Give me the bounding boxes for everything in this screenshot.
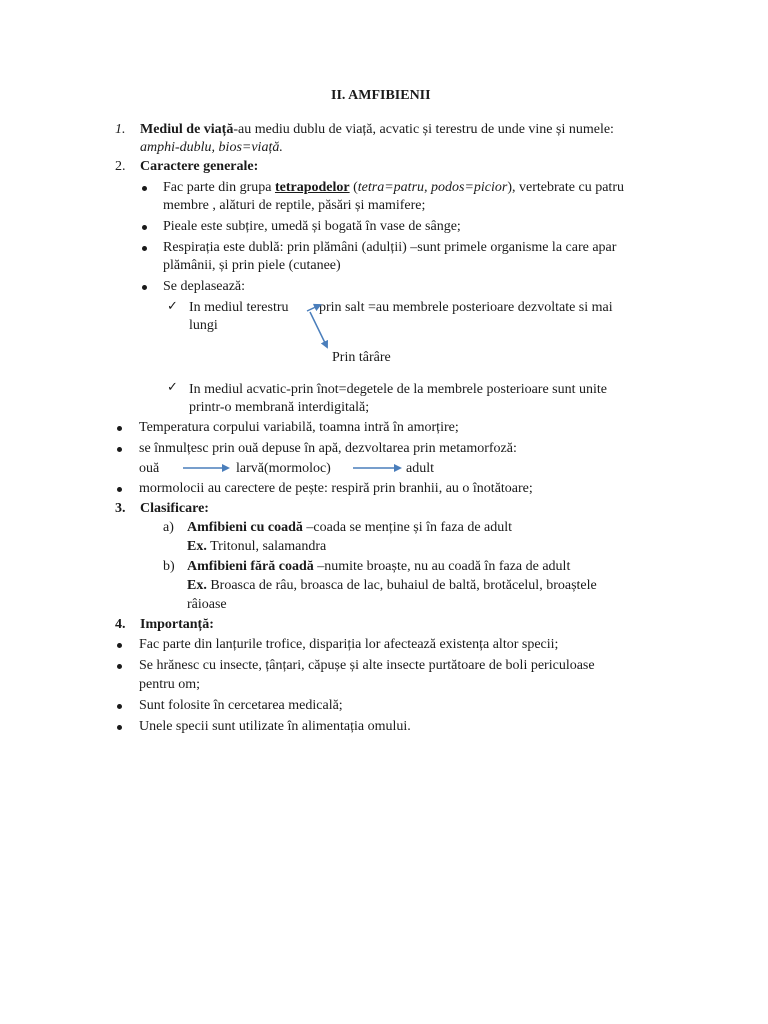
aquatic-line-1: In mediul acvatic-prin înot=degetele de la membrele posterioare sunt unite [189,382,608,397]
terrestrial-line-1b: prin salt =au membrele posterioare dezvoltate si mai [319,300,613,315]
importance-item-2-line-1: Se hrănesc cu insecte, țânțari, căpușe și alte insecte purtătoare de boli periculoase [139,658,595,673]
stage-egg: ouă [139,461,160,476]
general-item-1-prefix: Fac parte din grupa [163,180,275,195]
example-label: Ex. [187,539,207,554]
terrestrial-line-2: lungi [189,318,218,333]
terrestrial-line-1a: In mediul terestru [189,300,289,315]
paren-open: ( [349,180,358,195]
general-item-5: Temperatura corpului variabilă, toamna intră în amorțire; [139,420,459,435]
class-b-heading: Amfibieni fără coadă [187,559,314,574]
section-1-heading: Mediul de viață [140,122,234,137]
general-item-1-line-2: membre , alături de reptile, păsări și mamifere; [163,198,426,213]
crawl-arrow [310,312,327,347]
class-a-heading: Amfibieni cu coadă [187,520,303,535]
general-item-7: mormolocii au carectere de pește: respiră prin branhii, au o înotătoare; [139,481,533,496]
example-label: Ex. [187,578,207,593]
class-a-marker: a) [163,520,174,535]
general-item-4: Se deplasează: [163,279,246,294]
section-2-number: 2. [115,159,126,174]
section-1-line-2: amphi-dublu, bios=viață. [140,140,283,155]
general-item-3-line-2: plămânii, și prin piele (cutanee) [163,258,341,273]
section-3-number: 3. [115,501,126,516]
page-title: II. AMFIBIENII [331,88,431,103]
section-4-number: 4. [115,617,126,632]
class-b-example-line-2: râioase [187,597,227,612]
section-4-heading: Importanță: [140,617,214,632]
importance-item-2-line-2: pentru om; [139,677,201,692]
aquatic-line-2: printr-o membrană interdigitală; [189,400,370,415]
section-3-heading: Clasificare: [140,501,209,516]
general-item-3-line-1: Respirația este dublă: prin plămâni (adulții) –sunt primele organisme la care apar [163,240,617,255]
importance-item-1: Fac parte din lanțurile trofice, dispariția lor afectează existența altor specii; [139,637,559,652]
section-1-number: 1. [115,122,126,137]
section-2-heading: Caractere generale: [140,159,259,174]
stage-larva: larvă(mormoloc) [236,461,331,476]
general-item-6: se înmulțesc prin ouă depuse în apă, dezvoltarea prin metamorfoză: [139,441,517,456]
general-item-2: Pieale este subțire, umedă și bogată în vase de sânge; [163,219,461,234]
class-a-example-text: Tritonul, salamandra [206,539,327,554]
class-b-text: –numite broaște, nu au coadă în faza de adult [313,559,571,574]
class-b-example-text: Broasca de râu, broasca de lac, buhaiul de baltă, brotăcelul, broaștele [206,578,597,593]
stage-adult: adult [406,461,434,476]
salt-arrow [307,305,320,311]
crawling-text: Prin târâre [332,350,391,365]
tetrapode-term: tetrapodelor [274,180,350,195]
etymology-text: tetra=patru, podos=picior [357,180,508,195]
class-a-text: –coada se menține și în faza de adult [302,520,513,535]
general-item-1-suffix: ), vertebrate cu patru [507,180,624,195]
importance-item-4: Unele specii sunt utilizate în alimentația omului. [139,719,411,734]
checkmark-icon: ✓ [167,379,178,394]
section-1-text: -au mediu dublu de viață, acvatic și terestru de unde vine și numele: [233,122,614,137]
importance-item-3: Sunt folosite în cercetarea medicală; [139,698,343,713]
checkmark-icon: ✓ [167,298,178,313]
class-b-marker: b) [163,559,175,574]
